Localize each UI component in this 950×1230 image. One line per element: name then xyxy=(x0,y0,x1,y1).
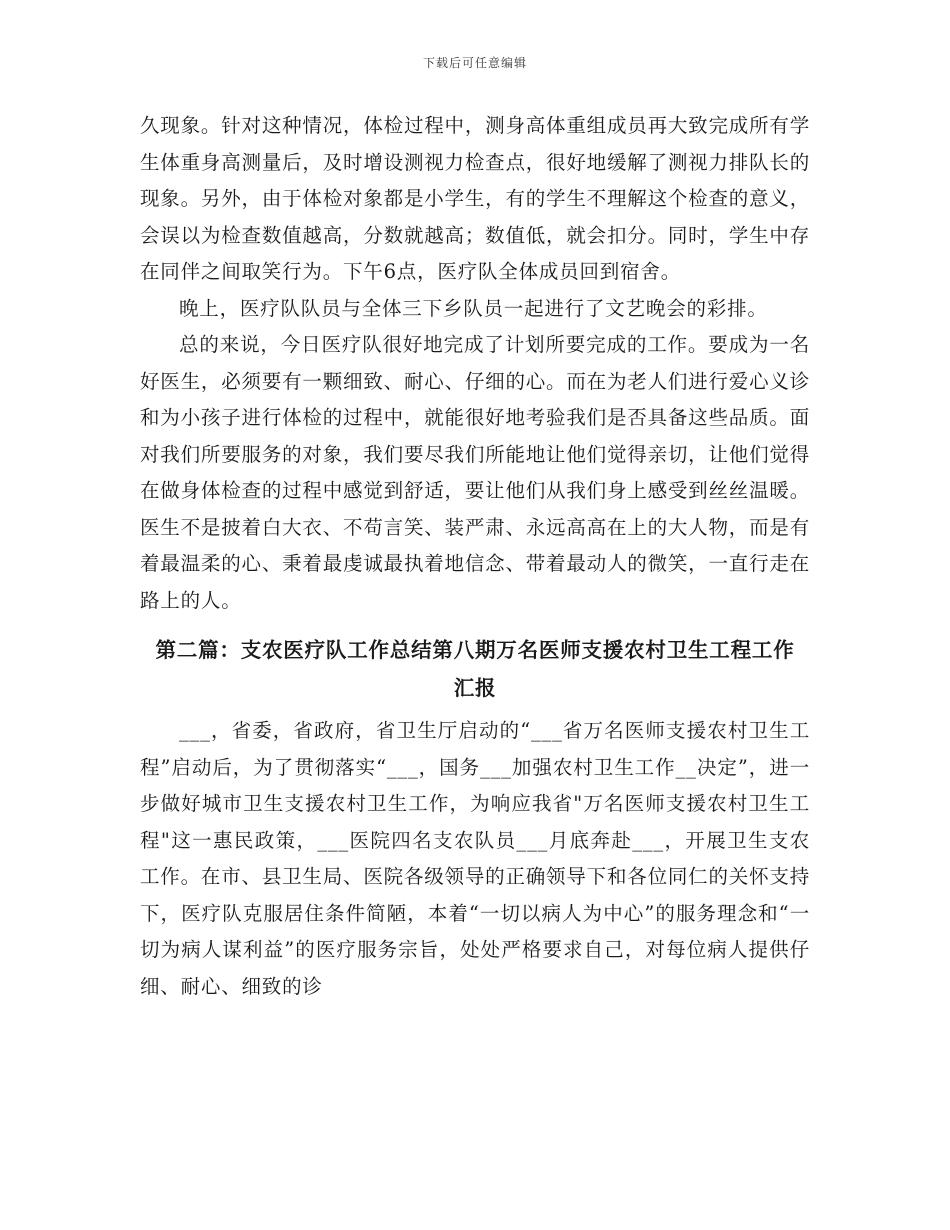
paragraph-section-two: ___，省委，省政府，省卫生厅启动的“___省万名医师支援农村卫生工程”启动后，为了贯彻落实“___，国务___加强农村卫生工作__决定”，进一步做好城市卫生支援农村卫生工作，为响应我省"万名医师支援农村卫生工程"这一惠民政策，___医院四名支农队员___月底奔赴___，开展卫生支农工作。在市、县卫生局、医院各级领导的正确领导下和各位同仁的关怀支持下，医疗队克服居住条件简陋，本着“一切以病人为中心”的服务理念和“一切为病人谋利益”的医疗服务宗旨，处处严格要求自己，对每位病人提供仔细、耐心、细致的诊 xyxy=(140,719,810,998)
section-title: 第二篇：支农医疗队工作总结第八期万名医师支援农村卫生工程工作汇报 xyxy=(155,638,795,700)
paragraph-evening: 晚上，医疗队队员与全体三下乡队员一起进行了文艺晚会的彩排。 xyxy=(179,296,768,320)
paragraph-summary: 总的来说，今日医疗队很好地完成了计划所要完成的工作。要成为一名好医生，必须要有一颗细致、耐心、仔细的心。而在为老人们进行爱心义诊和为小孩子进行体检的过程中，就能很好地考验我们是否具备这些品质。面对我们所要服务的对象，我们要尽我们所能地让他们觉得亲切，让他们觉得在做身体检查的过程中感觉到舒适，要让他们从我们身上感受到丝丝温暖。医生不是披着白大衣、不苟言笑、装严肃、永远高高在上的大人物，而是有着最温柔的心、秉着最虔诚最执着地信念、带着最动人的微笑，一直行走在路上的人。 xyxy=(140,333,810,612)
paragraph-continuation: 久现象。针对这种情况，体检过程中，测身高体重组成员再大致完成所有学生体重身高测量后，及时增设测视力检查点，很好地缓解了测视力排队长的现象。另外，由于体检对象都是小学生，有的学生不理解这个检查的意义，会误以为检查数值越高，分数就越高；数值低，就会扣分。同时，学生中存在同伴之间取笑行为。下午6点，医疗队全体成员回到宿舍。 xyxy=(140,114,810,283)
document-body xyxy=(140,108,810,1005)
page-header: 下载后可任意编辑 xyxy=(422,56,527,70)
